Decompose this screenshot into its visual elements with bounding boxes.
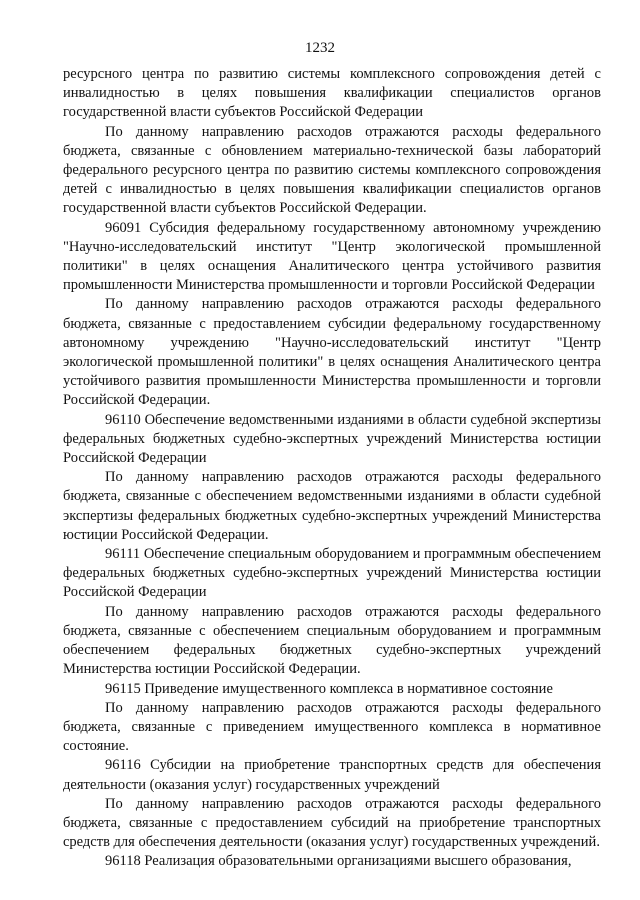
paragraph-description: По данному направлению расходов отражаются расходы федерального бюджета, связанные с обеспечением ведомственными изданиями в области судебной экспертизы федеральных бюджетных судебно-экспертных учреждений Министерства юстиции Российской Федерации.: [63, 469, 601, 543]
paragraph-description: По данному направлению расходов отражаются расходы федерального бюджета, связанные с предоставлением субсидий на приобретение транспортных средств для обеспечения деятельности (оказания услуг) государственных учреждений.: [63, 795, 601, 851]
paragraph-heading-96115: 96115 Приведение имущественного комплекса в нормативное состояние: [105, 680, 553, 697]
paragraph-heading-96116: 96116 Субсидии на приобретение транспортных средств для обеспечения деятельности (оказания услуг) государственных учреждений: [63, 757, 601, 793]
paragraph-heading-96111: 96111 Обеспечение специальным оборудованием и программным обеспечением федеральных бюджетных судебно-экспертных учреждений Министерства юстиции Российской Федерации: [63, 546, 601, 601]
paragraph-heading-96091: 96091 Субсидия федеральному государственному автономному учреждению "Научно-исследовательский институт "Центр экологической промышленной политики" в целях оснащения Аналитического центра устойчивого развития промышленности Министерства промышленности и торговли Российской Федерации: [63, 219, 601, 294]
paragraph-description: По данному направлению расходов отражаются расходы федерального бюджета, связанные с обновлением материально-технической базы лабораторий федерального ресурсного центра по развитию системы комплексного сопровождения детей с инвалидностью в целях повышения квалификации специалистов органов государственной власти субъектов Российской Федерации.: [63, 123, 601, 217]
paragraph-heading-96110: 96110 Обеспечение ведомственными изданиями в области судебной экспертизы федеральных бюджетных судебно-экспертных учреждений Министерства юстиции Российской Федерации: [63, 411, 601, 467]
paragraph-description: По данному направлению расходов отражаются расходы федерального бюджета, связанные с предоставлением субсидии федеральному государственному автономному учреждению "Научно-исследовательский институт "Центр экологической промышленной политики" в целях оснащения Аналитического центра устойчивого развития промышленности Министерства промышленности и торговли Российской Федерации.: [63, 296, 601, 409]
page-number: 1232: [305, 40, 335, 56]
paragraph-heading-96118: 96118 Реализация образовательными организациями высшего образования,: [105, 853, 572, 870]
paragraph-description: По данному направлению расходов отражаются расходы федерального бюджета, связанные с обеспечением специальным оборудованием и программным обеспечением федеральных бюджетных судебно-экспертных учреждений Министерства юстиции Российской Федерации.: [63, 603, 601, 678]
paragraph-description: По данному направлению расходов отражаются расходы федерального бюджета, связанные с приведением имущественного комплекса в нормативное состояние.: [63, 699, 601, 755]
paragraph-continuation: ресурсного центра по развитию системы комплексного сопровождения детей с инвалидностью в целях повышения квалификации специалистов органов государственной власти субъектов Российской Федерации: [63, 66, 601, 121]
document-body: [63, 65, 601, 872]
